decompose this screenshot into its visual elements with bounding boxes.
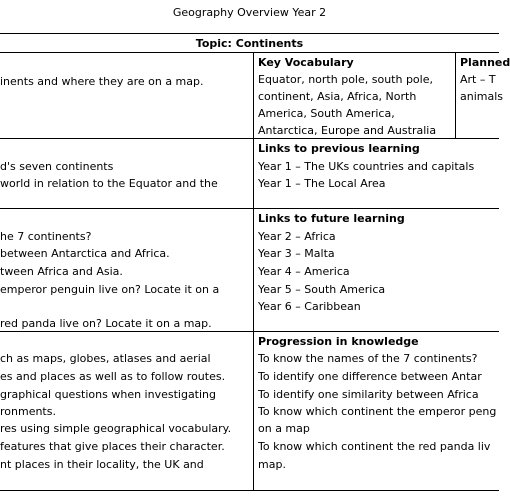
topic-heading: Topic: Continents (195, 37, 304, 50)
vocab-line: Equator, north pole, south pole, (258, 73, 433, 86)
row3-left-line: tween Africa and Asia. (0, 265, 123, 278)
row4-left-line: features that give places their character. (0, 440, 225, 453)
key-vocabulary-heading: Key Vocabulary (258, 56, 354, 69)
planned-line: Art – T (460, 73, 496, 86)
vocab-line: America, South America, (258, 107, 395, 120)
progression-line: To identify one difference between Antar (258, 370, 482, 383)
row3-left-line: emperor penguin live on? Locate it on a (0, 283, 220, 296)
row2-left-line: world in relation to the Equator and the (0, 177, 218, 190)
row4-left-line: ch as maps, globes, atlases and aerial (0, 352, 211, 365)
row4-left-line: es and places as well as to follow routes. (0, 370, 226, 383)
row4-left-line: ronments. (0, 405, 56, 418)
future-learning-line: Year 2 – Africa (258, 230, 336, 243)
table-top-border (0, 33, 499, 34)
document-title: Geography Overview Year 2 (172, 6, 327, 19)
progression-line: To know which continent the emperor peng (258, 405, 497, 418)
future-learning-line: Year 6 – Caribbean (258, 300, 361, 313)
vocab-line: continent, Asia, Africa, North (258, 90, 417, 103)
row2-divider (0, 208, 499, 209)
row2-left-line: d's seven continents (0, 160, 114, 173)
future-learning-line: Year 4 – America (258, 265, 350, 278)
row4-left-line: res using simple geographical vocabulary. (0, 422, 232, 435)
planned-heading: Planned (460, 56, 510, 69)
future-learning-heading: Links to future learning (258, 212, 405, 225)
progression-line: on a map (258, 422, 310, 435)
row3-left-line: he 7 continents? (0, 230, 92, 243)
previous-learning-line: Year 1 – The Local Area (258, 177, 386, 190)
table-bottom-border (0, 490, 499, 491)
future-learning-line: Year 3 – Malta (258, 247, 335, 260)
progression-line: To identify one similarity between Africa (258, 388, 479, 401)
topic-row-divider (0, 52, 499, 53)
progression-line: To know the names of the 7 continents? (258, 352, 478, 365)
vocab-line: Antarctica, Europe and Australia (258, 124, 437, 137)
progression-heading: Progression in knowledge (258, 335, 419, 348)
planned-line: animals (460, 90, 504, 103)
progression-line: map. (258, 458, 286, 471)
row3-left-line: between Antarctica and Africa. (0, 247, 170, 260)
row1-left-line: inents and where they are on a map. (0, 75, 204, 88)
previous-learning-heading: Links to previous learning (258, 142, 420, 155)
progression-line: To know which continent the red panda liv (258, 440, 491, 453)
row4-left-line: graphical questions when investigating (0, 388, 217, 401)
planned-column-divider (455, 52, 456, 139)
future-learning-line: Year 5 – South America (258, 283, 386, 296)
row4-left-line: nt places in their locality, the UK and (0, 458, 204, 471)
column-divider (253, 52, 254, 491)
row3-left-line: red panda live on? Locate it on a map. (0, 317, 212, 330)
previous-learning-line: Year 1 – The UKs countries and capitals (258, 160, 475, 173)
